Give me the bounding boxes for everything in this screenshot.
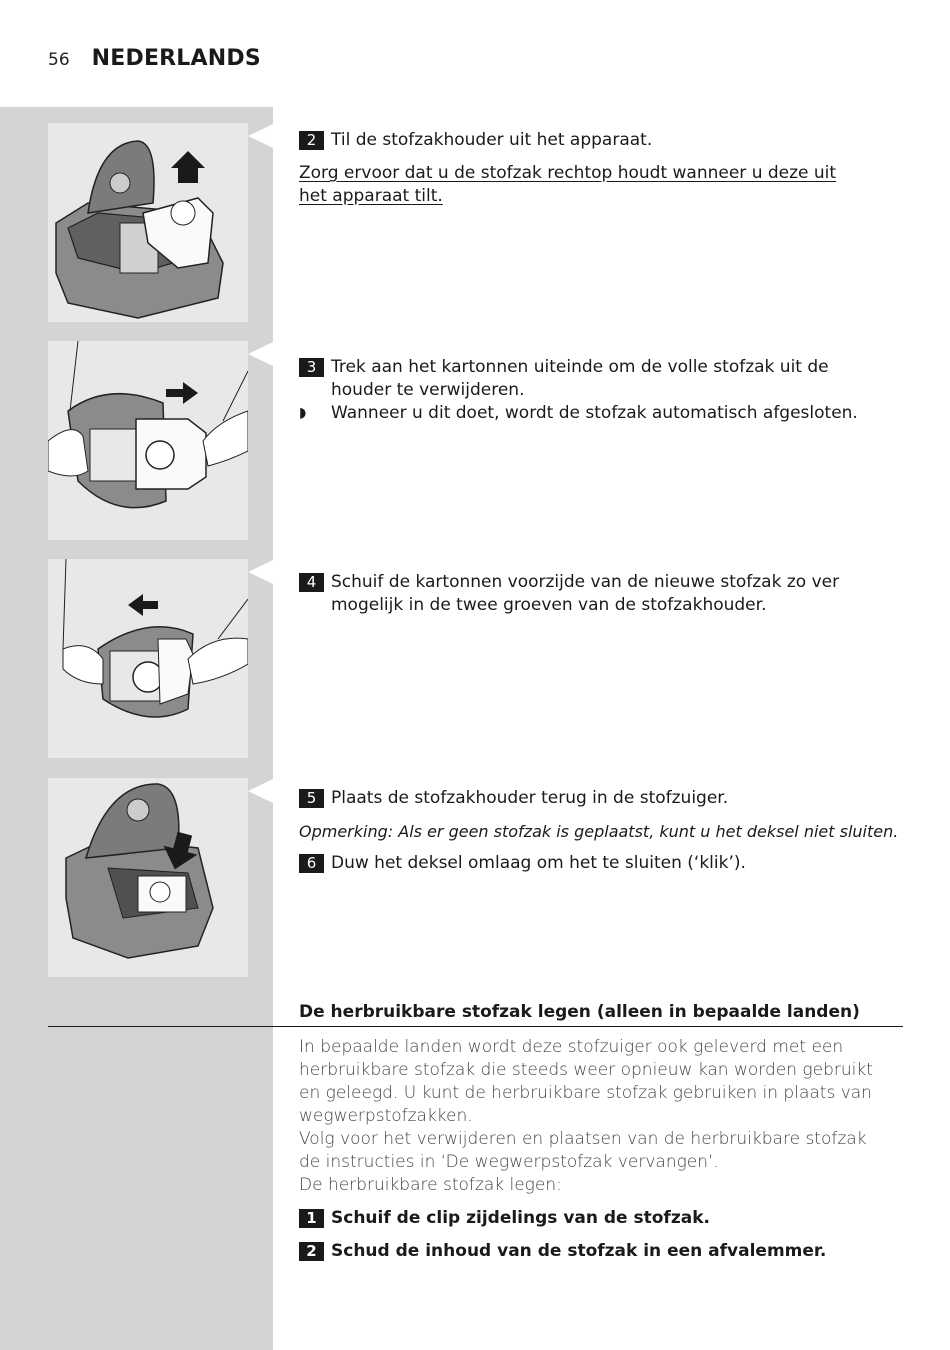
- language-heading: NEDERLANDS: [91, 46, 261, 71]
- callout-pointer: [248, 779, 273, 803]
- step-number-badge: 2: [299, 1242, 324, 1261]
- paragraph: De herbruikbare stofzak legen:: [299, 1175, 562, 1195]
- note-body: Als er geen stofzak is geplaatst, kunt u het deksel niet sluiten.: [398, 822, 899, 841]
- section-body: [299, 1036, 889, 1197]
- step-text: Schuif de kartonnen voorzijde van de nieuwe stofzak zo ver mogelijk in de twee groeven van de stofzakhouder.: [331, 572, 840, 615]
- section-divider: [48, 1026, 903, 1027]
- step-group-empty: [299, 1207, 904, 1263]
- step-text: Schud de inhoud van de stofzak in een afvalemmer.: [331, 1241, 827, 1261]
- remove-bag-illustration: [48, 341, 248, 540]
- note-text: [299, 820, 904, 843]
- step-group-lift: [299, 129, 904, 208]
- paragraph: Volg voor het verwijderen en plaatsen van de herbruikbare stofzak de instructies in ‘De wegwerpstofzak vervangen’.: [299, 1129, 867, 1172]
- step-group-remove: [299, 356, 904, 425]
- step-text: Til de stofzakhouder uit het apparaat.: [331, 130, 653, 150]
- callout-pointer: [248, 342, 273, 366]
- step-item: [299, 571, 904, 617]
- close-lid-illustration: [48, 778, 248, 977]
- step-item: [299, 787, 904, 810]
- step-number-badge: 3: [299, 358, 324, 377]
- lift-bag-holder-illustration: [48, 123, 248, 322]
- page-header: [48, 46, 261, 71]
- page-number: 56: [48, 50, 70, 70]
- step-number-badge: 5: [299, 789, 324, 808]
- result-bullet-icon: ◗: [299, 405, 307, 421]
- step-item: [299, 356, 904, 402]
- step-number-badge: 6: [299, 854, 324, 873]
- paragraph: In bepaalde landen wordt deze stofzuiger ook geleverd met een herbruikbare stofzak die steeds weer opnieuw kan worden gebruikt en geleegd. U kunt de herbruikbare stofzak gebruiken in plaats van wegwerpstofzakken.: [299, 1037, 873, 1126]
- section-heading: De herbruikbare stofzak legen (alleen in bepaalde landen): [299, 1002, 860, 1022]
- step-text: Trek aan het kartonnen uiteinde om de volle stofzak uit de houder te verwijderen.: [331, 357, 829, 400]
- insert-bag-illustration: [48, 559, 248, 758]
- result-text: Wanneer u dit doet, wordt de stofzak automatisch afgesloten.: [331, 403, 858, 423]
- step-item: [299, 852, 904, 875]
- callout-pointer: [248, 560, 273, 584]
- callout-pointer: [248, 124, 273, 148]
- warning-text: Zorg ervoor dat u de stofzak rechtop houdt wanneer u deze uit het apparaat tilt.: [299, 163, 837, 206]
- step-number-badge: 2: [299, 131, 324, 150]
- step-group-close: [299, 787, 904, 875]
- note-label: Opmerking:: [299, 822, 394, 841]
- step-text: Duw het deksel omlaag om het te sluiten (‘klik’).: [331, 853, 746, 873]
- step-text: Schuif de clip zijdelings van de stofzak.: [331, 1208, 710, 1228]
- step-item: [299, 1240, 904, 1263]
- step-text: Plaats de stofzakhouder terug in de stofzuiger.: [331, 788, 729, 808]
- step-item: [299, 129, 904, 152]
- step-number-badge: 4: [299, 573, 324, 592]
- step-item: [299, 1207, 904, 1230]
- step-group-insert: [299, 571, 904, 617]
- result-item: [299, 402, 904, 425]
- step-number-badge: 1: [299, 1209, 324, 1228]
